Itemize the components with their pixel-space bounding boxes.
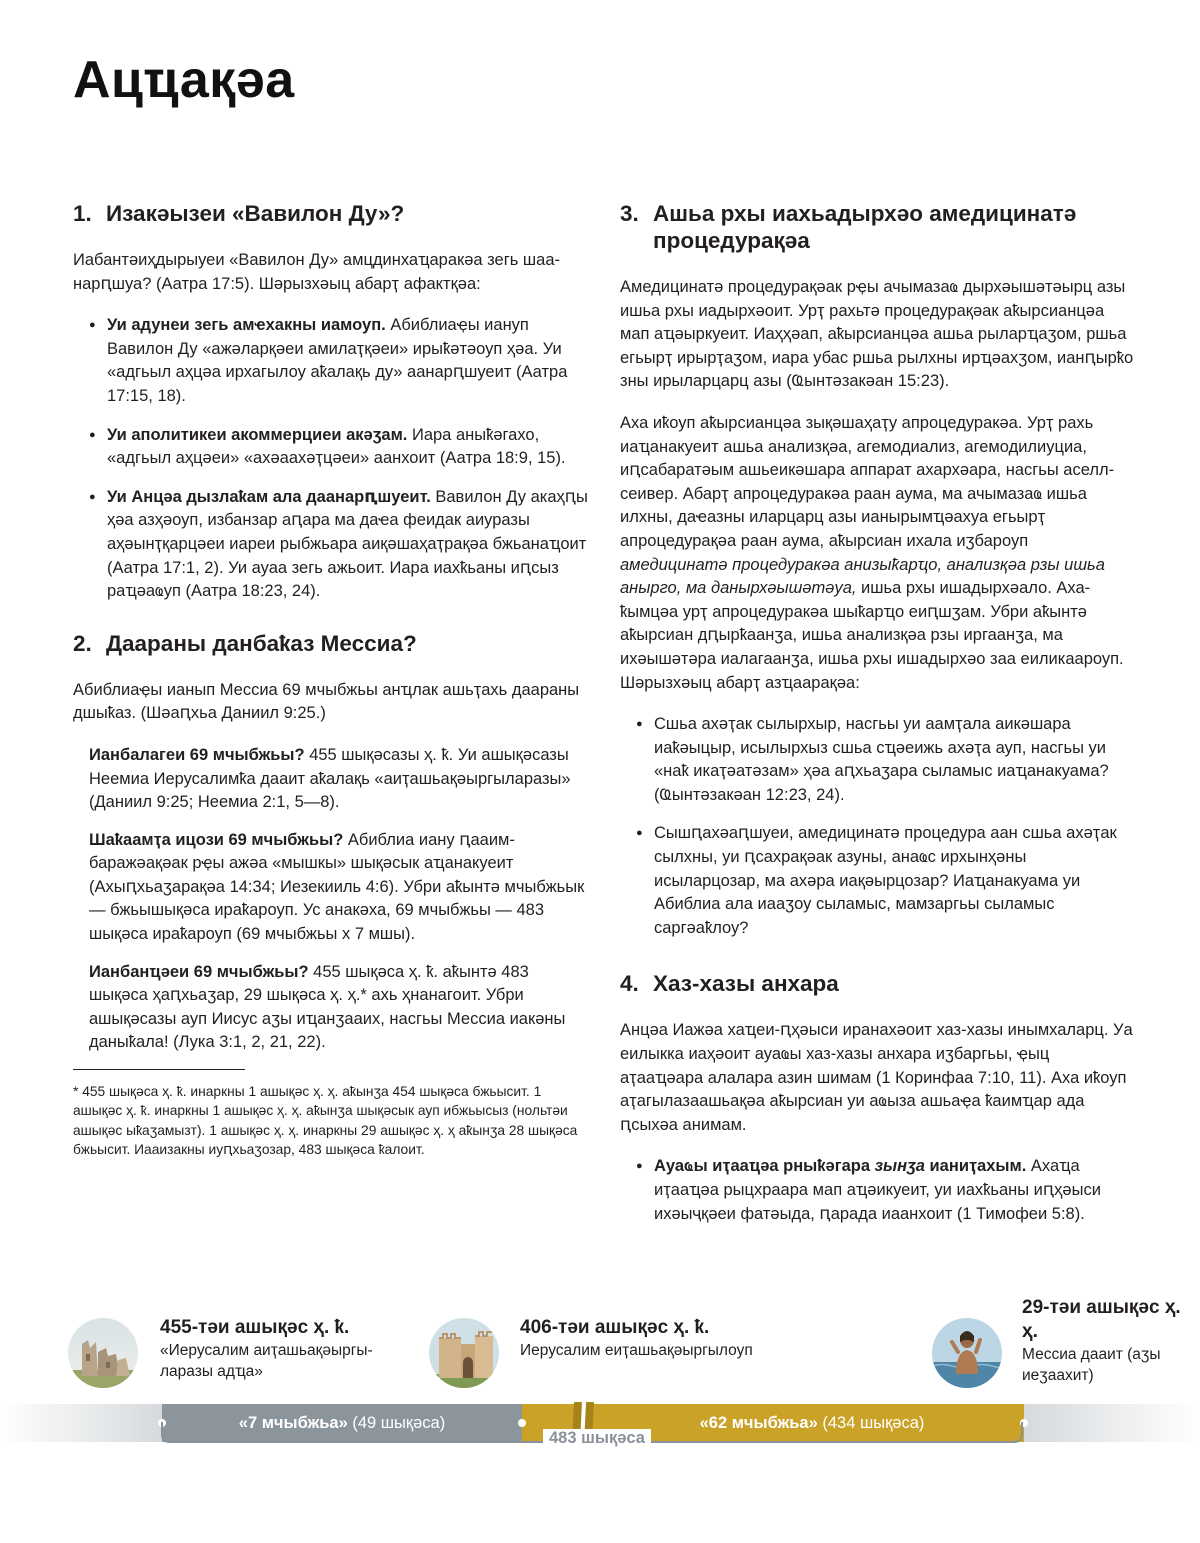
section-3-heading [620,200,1135,254]
bullet-lead: Уи Анцәа дызлаҟам ала даанарԥшуеит. [107,487,431,506]
list-item [89,486,588,604]
section-2-intro: Абиблиаҿы ианып Мессиа 69 мчыбжьы анҵлак ашьҭахь даараны дшыҟаз. (Шәаԥхьа Даниил 9:25.) [73,680,580,723]
list-item: ● Сшьа ахәҭак сылырхыр, насгьы уи аамҭала аикәшара иаҟәыцыр, исылырхыз сшьа сҵәеижь ахәҭа ауп, насгьы уи «наҟ икаҭәатәзам» ҳәа аԥхьаӡара сыламыс иаҵанакуама? (Ҩынтәзакәан 12:23, 24). [636,713,1135,807]
section-4-heading [620,970,1135,997]
paragraph-text: ишьа рхы ишадырхәало. Ахаҟымцәа урҭ апроцедуракәа шыҟарҵо еиԥшӡам. Убри аҟынтә аҟырсиан дԥырҟаанӡа, ишьа анализқәа рзы иргаанӡа, ма ихәышәтәра иалагаанӡа, ишьа рхы ишадырхәо заа еиликаароуп. Шәрызхәыц абарҭ азҵаарақәа: [620,579,1124,692]
event-2-label [520,1316,760,1361]
event-1-date: 455-тәи ашықәс ҳ. ҟ. [160,1317,350,1338]
list-item [636,1155,1135,1226]
paragraph-text: Аха иҟоуп аҟырсианцәа зықәшаҳаҭу апроцедуракәа. Урҭ рахь иаҵанакуеит ашьа анализқәа, агемодиализ, агемодилиуциа, иԥсабаратәым ашьеикәшара аппарат ахархәара, насгьы аселл-сеивер. Абарҭ апроцедуракәа раан аума, ма ачымазаҩ ишьа илхны, даҽазны иларцарц азы ианырымҵәахуа егьырҭ апроцедурақәа раан аума, аҟырсиан ихала иӡбароуп [620,413,1115,550]
bullet-text: Ахаҵа иҭааҵәа рыцхраара мап аҵәикуеит, уи иахҟьаны иԥҳәыси ихәыҷқәеи фатәыда, ԥарада иаанхоит (1 Тимофеи 5:8). [654,1157,1101,1223]
qa-answer: Абиблиа иану ԥааимбаражәақәак рҿы ажәа «мышкы» шықәсык аҵанакуеит (Ахыԥхьаӡарақәа 14:34; Иезекииль 4:6). Убри аҟынтә мчыбжьык — бжьышықәса ираҟароуп. Ус анакәха, 69 мчыбжьы — 483 шықәса ираҟароуп (69 мчыбжьы х 7 мшы). [89,830,585,944]
qa-answer: 455 шықәса ҳ. ҟ. аҟынтә 483 шықәса ҳаԥхьаӡар, 29 шықәса ҳ. ҳ.* ахь ҳнанагоит. Убри ашықәсазы ауп Иисус аӡы иҵанӡааих, насгьы Мессиа иакәны даныҟала! (Лука 3:1, 2, 21, 22). [89,962,566,1052]
event-3-date: 29-тәи ашықәс ҳ. ҳ. [1022,1297,1181,1342]
event-2-description: Иерусалим еиҭашьақәыргылоуп [520,1342,753,1359]
section-2-title: Даараны данбаҟаз Мессиа? [106,630,417,656]
ruined-walls-image [68,1318,138,1388]
section-3-paragraph-2 [620,412,1135,695]
timeline-fade-right [1024,1404,1200,1442]
paragraph-italic-text: амедицинатә процедуракәа анизыҟарҵо, анализқәа рзы ишьа анырго, ма данырхәышәтәуа, [620,555,1105,598]
section-3-title: Ашьа рхы иахьадырхәо амедицинатә процедурақәа [653,201,1077,253]
footnote-divider [73,1069,245,1070]
list-item [89,424,588,471]
timeline [0,1290,1200,1543]
qa-answer: 455 шықәсазы ҳ. ҟ. Уи ашықәсазы Неемиа Иерусалимҟа дааит аҟалақь «аиҭашьақәыргыларазы» (Даниил 9:25; Неемиа 2:1, 5—8). [89,745,571,812]
page-title: Ацҵақәа [73,51,295,109]
list-item [89,314,588,408]
bullet-text: Иара аныҟәгахо, «адгьыл аҳцәеи» «ахәаахәҭцәеи» аанхоит (Аатра 18:9, 15). [107,425,566,468]
event-3-description: Мессиа дааит (аӡы иеӡаахит) [1022,1346,1161,1384]
bullet-lead: Уи аполитикеи акоммерциеи акәӡам. [107,425,408,444]
bullet-text: Вавилон Ду акаҳԥы ҳәа азҳәоуп, избанзар аԥара ма даҽа феидак аиуразы аҳәынҭқарцәеи иареи рыбжьара аиқәшаҳаҭрақәа бжьанаҵоит (Аатра 17:1, 2). Уи ауаа зегь ажьоит. Иара иахҟьаны иԥсыз раҵәаҩуп (Аатра 18:23, 24). [107,487,588,601]
city-gate-image [429,1318,499,1388]
event-1-label [160,1316,400,1382]
timeline-fade-left [0,1404,162,1442]
event-1-description: «Иерусалим аиҭашьақәыргыларазы адҵа» [160,1342,373,1380]
sixty-two-weeks-years: (434 шықәса) [817,1414,925,1432]
seven-weeks-years: (49 шықәса) [347,1414,446,1432]
qa-item [73,829,588,947]
qa-item [73,961,588,1055]
section-2-number: 2. [73,630,92,656]
section-1-heading [73,200,588,227]
qa-item [73,744,588,815]
section-4-number: 4. [620,971,639,997]
section-2-heading [73,630,588,657]
footnote: * 455 шықәса ҳ. ҟ. инаркны 1 ашықәс ҳ. ҳ. аҟынӡа 454 шықәса бжьысит. 1 ашықәс ҳ. ҟ. инаркны 1 ашықәс ҳ. ҳ. аҟынӡа шықәсык ауп ибжьысыз (нольтәи ашықәс ыҟаӡамызт). 1 ашықәс ҳ. ҳ. инаркны 29 ашықәс ҳ. ҳ аҟынӡа 28 шықәса бжьысит. Иааизакны иуԥхьаӡозар, 483 шықәса ҟалоит. [73,1084,578,1158]
section-1-title: Изакәызеи «Вавилон Ду»? [106,201,405,226]
bullet-lead: Уи адунеи зегь амҽхакны иамоуп. [107,316,386,335]
section-1-number: 1. [73,201,92,226]
section-1-bullets [73,314,588,604]
right-column [620,200,1135,1244]
section-3-paragraph-1: Амедицинатә процедурақәак рҿы ачымазаҩ дырхәышәтәырц азы ишьа рхы иадырхәоит. Урҭ рахьтә процедурақәак аҟырсианцәа мап аҵәыркуеит. Иаҳҳәап, аҟырсианцәа ашьа рыларҵаӡом, ршьа егьырҭ ирырҭаӡом, иара убас ршьа рылхны ирҵәахӡом, ианԥырҟо зны ирыларцарц азы (Ҩынтәзакәан 15:23). [620,278,1134,391]
seven-weeks-bold: «7 мчыбжьа» [238,1414,348,1432]
bullet-lead: Ауаҩы иҭааҵәа рныҟәгара [654,1157,875,1176]
section-1-intro: Иабантәиҳдырыуеи «Вавилон Ду» амцдинхаҵаракәа зегь шаанарԥшуа? (Аатра 17:5). Шәрызхәыц абарҭ афактқәа: [73,251,561,293]
total-span-label: 483 шықәса [543,1429,651,1448]
left-column [73,200,588,1160]
qa-question: Ианбалагеи 69 мчыбжьы? [89,745,305,764]
bullet-lead: ианиҭахым. [924,1157,1027,1176]
event-3-label [1022,1296,1192,1386]
sixty-two-weeks-bold: «62 мчыбжьа» [699,1414,818,1432]
section-4-paragraph: Анцәа Иажәа хаҵеи-ԥҳәыси иранахәоит хаз-хазы инымхаларц. Уа еилыкка иаҳәоит ауаҩы хаз-хазы анхара иӡбаргьы, ҿыц аҭааҵәара алалара азин шимам (1 Коринфаа 7:10, 11). Аха иҟоуп аҭагылазаашьақәа аҟырсиан уи аҩыза ашьаҿа ҟаимҵар ада ԥсыхәа анимам. [620,1021,1133,1134]
section-4-bullets [620,1155,1135,1226]
list-item: ● Сышԥахәаԥшуеи, амедицинатә процедура аан сшьа ахәҭак сылхны, уи ԥсахрақәак азуны, анаҩс ирхынҳәны исыларцозар, ма ахәра иақәырцозар? Иаҵанакуама уи Абиблиа ала иааӡоу сыламыс, мамзаргьы сыламыс саргәаҟлоу? [636,822,1135,940]
section-3-number: 3. [620,201,639,226]
qa-question: Шаҟаамҭа ицози 69 мчыбжьы? [89,830,344,849]
section-3-bullets [620,713,1135,940]
qa-question: Ианбанҵәеи 69 мчыбжьы? [89,962,309,981]
event-2-date: 406-тәи ашықәс ҳ. ҟ. [520,1317,710,1338]
section-4-title: Хаз-хазы анхара [653,971,839,997]
baptism-image [932,1318,1002,1388]
bullet-text: Абиблиаҿы иануп Вавилон Ду «ажәларқәеи амилаҭқәеи» ирыҟәтәоуп ҳәа. Уи «адгьыл аҳцәа ирхагылоу аҟалақь ду» аанарԥшуеит (Аатра 17:15, 18). [107,316,568,405]
bullet-lead-italic: зынӡа [874,1157,925,1176]
